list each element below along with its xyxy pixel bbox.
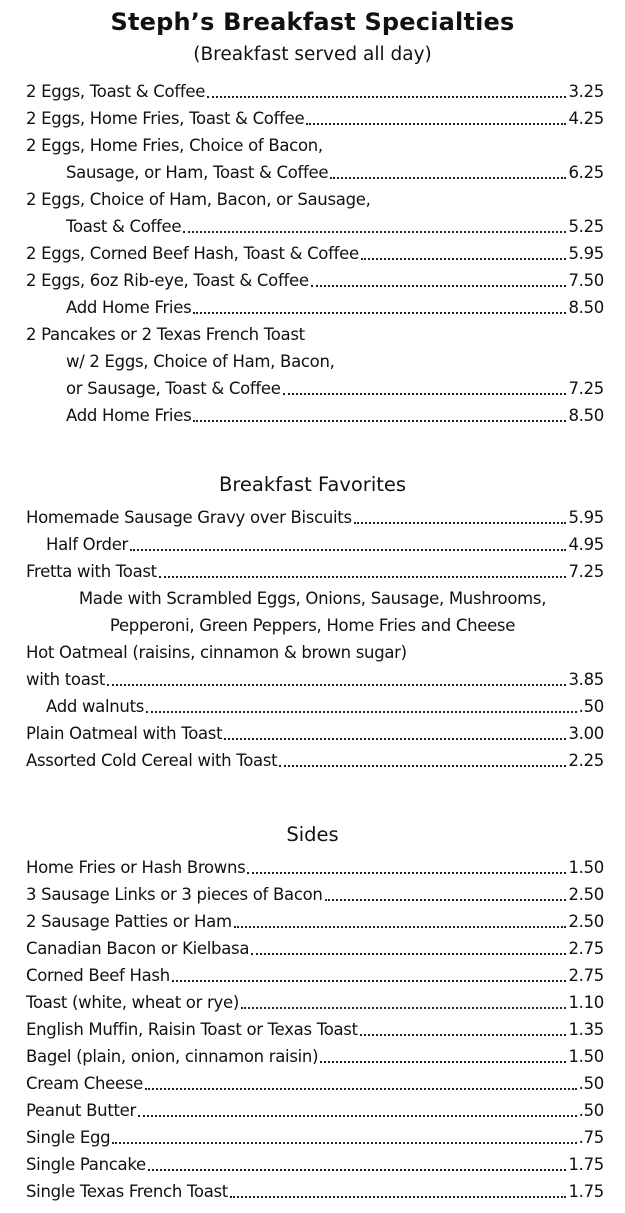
- item-price: 2.50: [568, 885, 604, 904]
- item-price: 5.95: [568, 244, 604, 263]
- dot-leader: [360, 1034, 567, 1036]
- dot-leader: [320, 1061, 566, 1063]
- menu-item: [26, 666, 604, 693]
- item-name: Fretta with Toast: [26, 562, 157, 581]
- menu-item: [26, 240, 604, 267]
- item-name: Assorted Cold Cereal with Toast: [26, 751, 278, 770]
- item-name: 2 Pancakes or 2 Texas French Toast: [26, 325, 305, 344]
- dot-leader: [279, 765, 566, 767]
- dot-leader: [251, 953, 566, 955]
- item-price: 1.50: [568, 1047, 604, 1066]
- item-price: 6.25: [568, 163, 604, 182]
- menu-item: [26, 1124, 604, 1151]
- menu-subtitle: (Breakfast served all day): [193, 44, 432, 65]
- item-price: 2.50: [568, 912, 604, 931]
- item-name: 2 Eggs, Toast & Coffee: [26, 82, 206, 101]
- dot-leader: [283, 393, 567, 395]
- item-name: Plain Oatmeal with Toast: [26, 724, 223, 743]
- item-name: Peanut Butter: [26, 1101, 137, 1120]
- dot-leader: [193, 420, 566, 422]
- dot-leader: [172, 980, 567, 982]
- item-price: 1.75: [568, 1182, 604, 1201]
- item-description: Made with Scrambled Eggs, Onions, Sausage, Mushrooms,: [78, 589, 547, 608]
- menu-item: [26, 989, 604, 1016]
- item-name: 2 Eggs, Choice of Ham, Bacon, or Sausage,: [26, 190, 371, 209]
- item-price: .50: [578, 1101, 604, 1120]
- item-name: Sausage, or Ham, Toast & Coffee: [66, 163, 329, 182]
- item-name: Toast (white, wheat or rye): [26, 993, 239, 1012]
- menu-item: [26, 1097, 604, 1124]
- item-name: Home Fries or Hash Browns: [26, 858, 246, 877]
- item-name: 2 Eggs, Corned Beef Hash, Toast & Coffee: [26, 244, 359, 263]
- dot-leader: [230, 1196, 566, 1198]
- dot-leader: [207, 96, 566, 98]
- item-price: 1.10: [568, 993, 604, 1012]
- dot-leader: [146, 711, 577, 713]
- menu-title: Steph’s Breakfast Specialties: [110, 8, 515, 36]
- item-price: 3.85: [568, 670, 604, 689]
- menu-item: [26, 1178, 604, 1205]
- menu-item: [26, 1043, 604, 1070]
- dot-leader: [247, 872, 566, 874]
- item-name: Toast & Coffee: [66, 217, 182, 236]
- item-price: 1.50: [568, 858, 604, 877]
- menu-item: [46, 693, 604, 720]
- item-price: 8.50: [568, 298, 604, 317]
- dot-leader: [112, 1142, 576, 1144]
- item-price: 4.95: [568, 535, 604, 554]
- menu-item-line: [26, 132, 604, 159]
- item-name: Homemade Sausage Gravy over Biscuits: [26, 508, 352, 527]
- dot-leader: [107, 684, 566, 686]
- item-price: 4.25: [568, 109, 604, 128]
- item-price: .50: [578, 1074, 604, 1093]
- menu-item: [26, 78, 604, 105]
- item-name: 2 Eggs, 6oz Rib-eye, Toast & Coffee: [26, 271, 309, 290]
- dot-leader: [325, 899, 567, 901]
- dot-leader: [241, 1007, 566, 1009]
- item-price: .75: [578, 1128, 604, 1147]
- item-price: 2.25: [568, 751, 604, 770]
- item-name: 3 Sausage Links or 3 pieces of Bacon: [26, 885, 323, 904]
- dot-leader: [130, 549, 566, 551]
- menu-item: [26, 881, 604, 908]
- item-name: Single Texas French Toast: [26, 1182, 228, 1201]
- menu-item-line: [26, 186, 604, 213]
- item-name: with toast: [26, 670, 105, 689]
- menu-item: [26, 504, 604, 531]
- menu-item: [26, 105, 604, 132]
- item-name: Bagel (plain, onion, cinnamon raisin): [26, 1047, 319, 1066]
- dot-leader: [138, 1115, 577, 1117]
- item-price: 7.25: [568, 379, 604, 398]
- item-price: 7.25: [568, 562, 604, 581]
- item-name: Add walnuts: [46, 697, 145, 716]
- item-price: 1.75: [568, 1155, 604, 1174]
- item-name: Add Home Fries: [66, 406, 192, 425]
- dot-leader: [159, 576, 567, 578]
- menu-item: [26, 558, 604, 585]
- menu-item-line: [66, 348, 604, 375]
- section-title-favorites: Breakfast Favorites: [218, 473, 407, 496]
- menu-item: [66, 294, 604, 321]
- menu-item-line: [26, 639, 604, 666]
- item-price: 2.75: [568, 939, 604, 958]
- dot-leader: [183, 231, 566, 233]
- item-price: 5.25: [568, 217, 604, 236]
- menu-item: [26, 1151, 604, 1178]
- dot-leader: [306, 123, 566, 125]
- item-name: Hot Oatmeal (raisins, cinnamon & brown sugar): [26, 643, 407, 662]
- menu-item-line: [26, 321, 604, 348]
- section-title-sides: Sides: [286, 823, 339, 846]
- dot-leader: [330, 177, 566, 179]
- item-price: 3.25: [568, 82, 604, 101]
- item-price: 1.35: [568, 1020, 604, 1039]
- item-description: Pepperoni, Green Peppers, Home Fries and Cheese: [109, 616, 516, 635]
- item-name: Half Order: [46, 535, 129, 554]
- item-name: Single Pancake: [26, 1155, 146, 1174]
- item-price: 8.50: [568, 406, 604, 425]
- menu-item: [66, 159, 604, 186]
- menu-item: [26, 720, 604, 747]
- item-name: Single Egg: [26, 1128, 111, 1147]
- menu-item: [66, 375, 604, 402]
- dot-leader: [145, 1088, 577, 1090]
- dot-leader: [224, 738, 566, 740]
- menu-item: [26, 1016, 604, 1043]
- item-name: Canadian Bacon or Kielbasa: [26, 939, 250, 958]
- menu-item: [66, 402, 604, 429]
- dot-leader: [354, 522, 567, 524]
- item-price: .50: [578, 697, 604, 716]
- item-name: 2 Eggs, Home Fries, Toast & Coffee: [26, 109, 305, 128]
- item-name: 2 Sausage Patties or Ham: [26, 912, 232, 931]
- dot-leader: [148, 1169, 567, 1171]
- dot-leader: [193, 312, 566, 314]
- menu-item: [26, 854, 604, 881]
- menu-item: [26, 1070, 604, 1097]
- item-name: Add Home Fries: [66, 298, 192, 317]
- item-name: Cream Cheese: [26, 1074, 143, 1093]
- menu-item: [26, 747, 604, 774]
- item-name: English Muffin, Raisin Toast or Texas Toast: [26, 1020, 358, 1039]
- menu-item: [66, 213, 604, 240]
- menu-item: [46, 531, 604, 558]
- item-name: 2 Eggs, Home Fries, Choice of Bacon,: [26, 136, 323, 155]
- menu-item: [26, 267, 604, 294]
- item-name: w/ 2 Eggs, Choice of Ham, Bacon,: [66, 352, 335, 371]
- item-price: 5.95: [568, 508, 604, 527]
- dot-leader: [311, 285, 567, 287]
- item-name: Corned Beef Hash: [26, 966, 170, 985]
- item-price: 7.50: [568, 271, 604, 290]
- item-price: 2.75: [568, 966, 604, 985]
- dot-leader: [234, 926, 567, 928]
- item-price: 3.00: [568, 724, 604, 743]
- menu-item: [26, 908, 604, 935]
- item-name: or Sausage, Toast & Coffee: [66, 379, 281, 398]
- menu-item: [26, 962, 604, 989]
- menu-item: [26, 935, 604, 962]
- dot-leader: [361, 258, 567, 260]
